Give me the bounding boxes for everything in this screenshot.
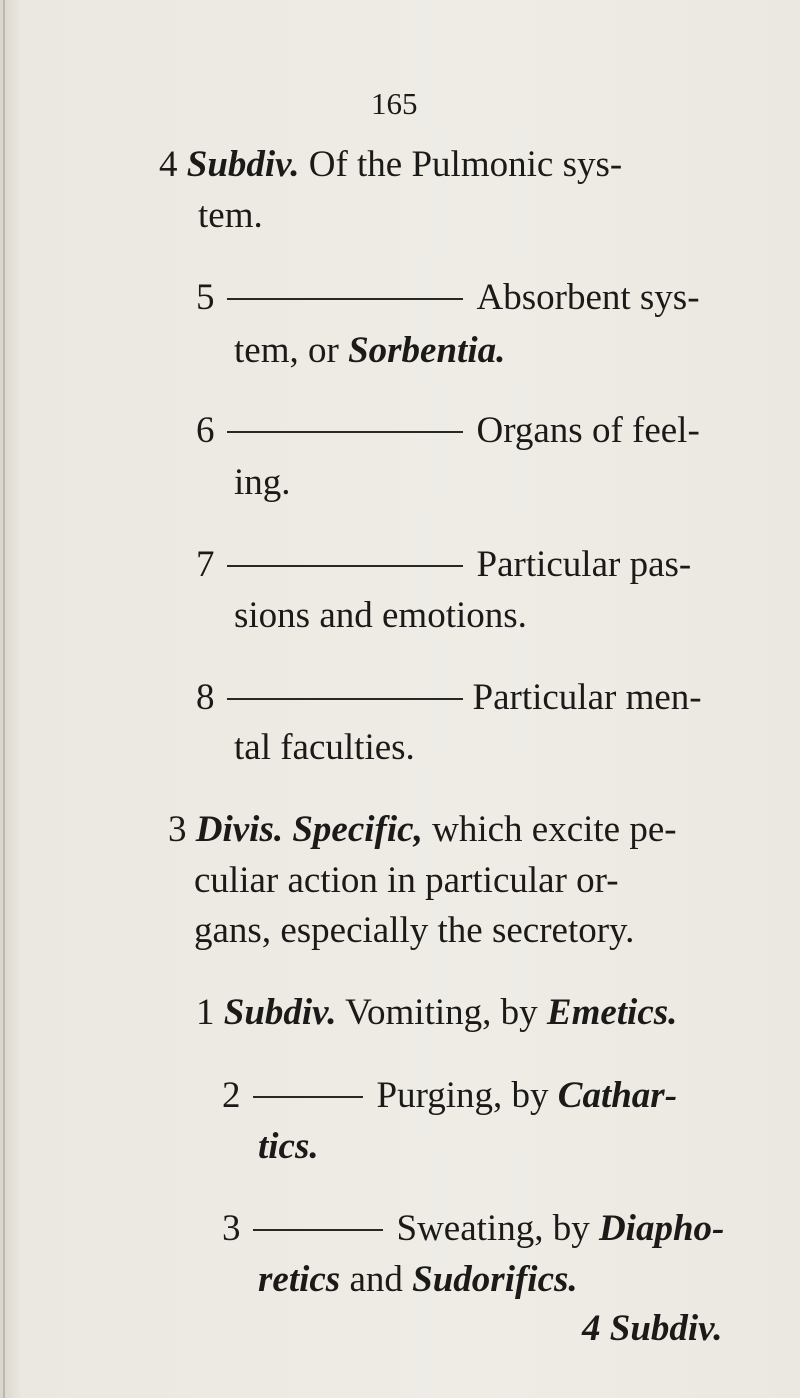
term: Sudorifics. (412, 1259, 578, 1300)
item-number: 2 (222, 1075, 241, 1116)
text-line-7 (196, 546, 691, 583)
term: retics (258, 1259, 341, 1300)
catchword (582, 1310, 722, 1347)
ditto-rule (227, 565, 463, 567)
item-number: 5 (196, 277, 215, 318)
ditto-rule (253, 1096, 363, 1098)
text-line-1 (159, 146, 622, 183)
item-number: 8 (196, 677, 215, 718)
term: Cathar- (557, 1075, 678, 1116)
line-text: tem, or (234, 330, 349, 371)
text-line-8 (234, 597, 527, 634)
item-number: 3 (222, 1208, 241, 1249)
text-line-3 (196, 279, 700, 316)
ditto-rule (227, 298, 463, 300)
line-text: tem. (198, 195, 263, 236)
text-line-6 (234, 464, 291, 501)
text-line-5 (196, 412, 700, 449)
item-number: 6 (196, 410, 215, 451)
term: Emetics. (546, 992, 678, 1033)
text-line-16 (258, 1128, 319, 1165)
line-text: Particular pas- (476, 544, 692, 585)
text-line-12 (194, 862, 619, 899)
line-text: gans, especially the secretory. (194, 910, 635, 951)
term: Specific, (292, 809, 423, 850)
ditto-rule (253, 1229, 383, 1231)
text-line-2 (198, 197, 263, 234)
subdivision-heading: Subdiv. (186, 144, 300, 185)
text-line-13 (194, 912, 634, 949)
line-text: Sweating, by (396, 1208, 599, 1249)
page-number: 165 (371, 86, 418, 121)
text-line-18 (258, 1261, 578, 1298)
line-text: and (340, 1259, 413, 1300)
division-heading: Divis. (195, 809, 284, 850)
term: Sorbentia. (348, 330, 506, 371)
line-text: tal faculties. (234, 727, 415, 768)
line-text: Of the Pulmonic sys- (299, 144, 623, 185)
text-line-11 (168, 811, 677, 848)
line-text: Purging, by (376, 1075, 558, 1116)
item-number: 3 (168, 809, 187, 850)
text-line-4 (234, 332, 505, 369)
line-text: culiar action in particular or- (194, 860, 619, 901)
item-number: 1 (196, 992, 215, 1033)
text-line-14 (196, 994, 677, 1031)
item-number: 7 (196, 544, 215, 585)
ditto-rule (227, 698, 463, 700)
text-line-15 (222, 1077, 677, 1114)
catchword-text: 4 Subdiv. (582, 1308, 723, 1349)
item-number: 4 (159, 144, 178, 185)
text-line-17 (222, 1210, 724, 1247)
line-text: Vomiting, by (336, 992, 547, 1033)
line-text: Organs of feel- (476, 410, 700, 451)
line-text: sions and emotions. (234, 595, 527, 636)
line-text: ing. (234, 462, 291, 503)
text-line-10 (234, 729, 415, 766)
ditto-rule (227, 431, 463, 433)
term: tics. (258, 1126, 319, 1167)
line-text: Particular men- (472, 677, 702, 718)
term: Diapho- (598, 1208, 725, 1249)
line-text: Absorbent sys- (476, 277, 700, 318)
binding-gutter (3, 0, 5, 1398)
subdivision-heading: Subdiv. (223, 992, 337, 1033)
text-line-9 (196, 679, 702, 716)
line-text: which excite pe- (422, 809, 677, 850)
